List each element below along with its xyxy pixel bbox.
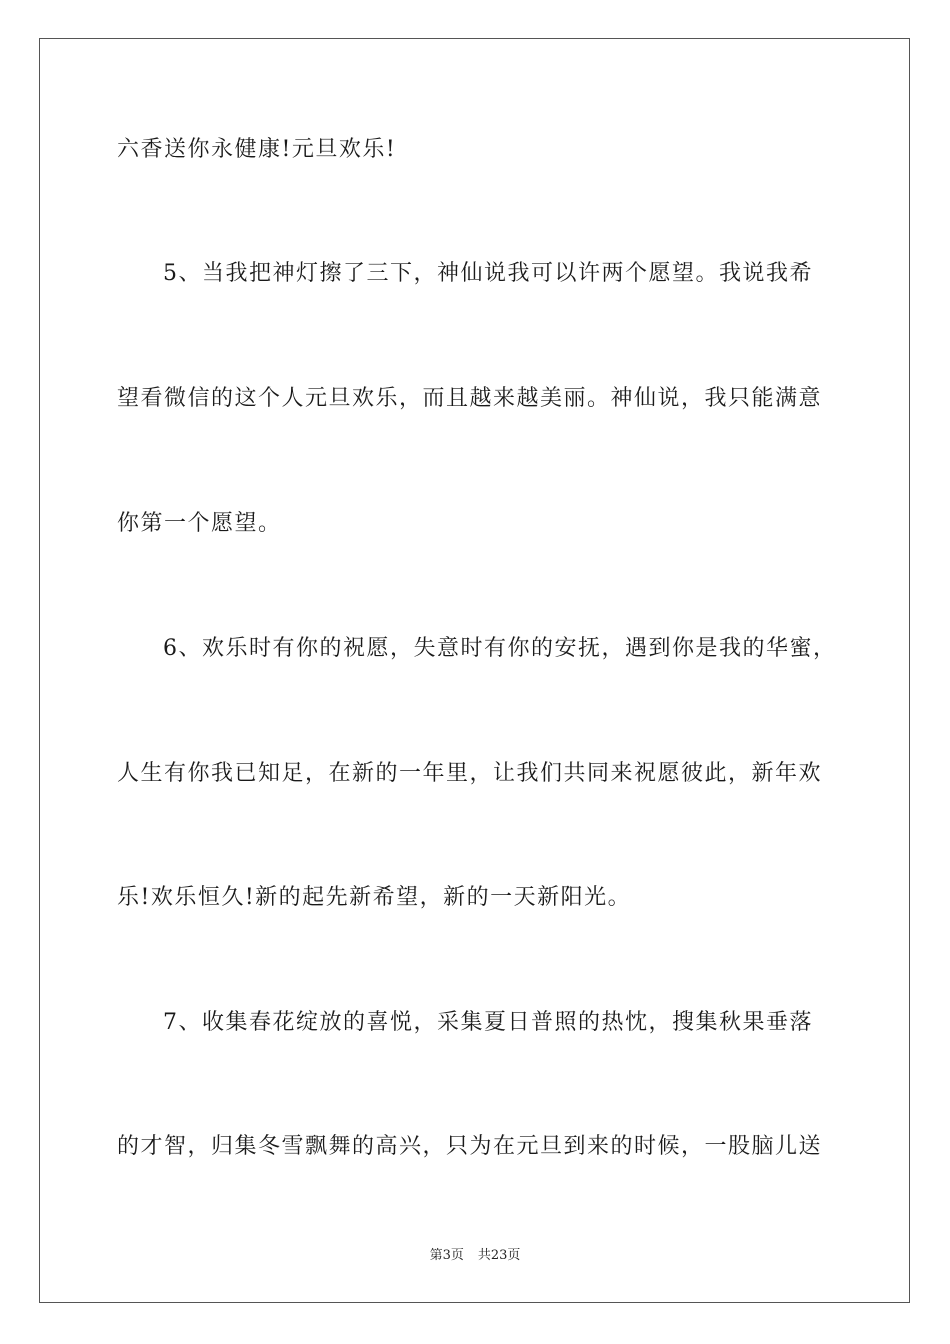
text-line-2: 5、当我把神灯擦了三下，神仙说我可以许两个愿望。我说我希 (163, 261, 813, 286)
text-line-4: 你第一个愿望。 (117, 511, 282, 536)
text-line-9: 的才智，归集冬雪飘舞的高兴，只为在元旦到来的时候，一股脑儿送 (117, 1134, 823, 1159)
text-line-3: 望看微信的这个人元旦欢乐，而且越来越美丽。神仙说，我只能满意 (117, 386, 823, 411)
page-total: 共23页 (477, 1248, 521, 1263)
text-line-1: 六香送你永健康!元旦欢乐! (117, 137, 397, 162)
text-line-5: 6、欢乐时有你的祝愿，失意时有你的安抚，遇到你是我的华蜜， (163, 636, 837, 661)
page-frame (39, 38, 910, 1303)
page-footer (0, 1247, 950, 1265)
text-line-6: 人生有你我已知足，在新的一年里，让我们共同来祝愿彼此，新年欢 (117, 761, 823, 786)
page-number: 第3页 (429, 1248, 464, 1263)
text-line-7: 乐!欢乐恒久!新的起先新希望，新的一天新阳光。 (117, 885, 632, 910)
text-line-8: 7、收集春花绽放的喜悦，采集夏日普照的热忱，搜集秋果垂落 (163, 1010, 813, 1035)
